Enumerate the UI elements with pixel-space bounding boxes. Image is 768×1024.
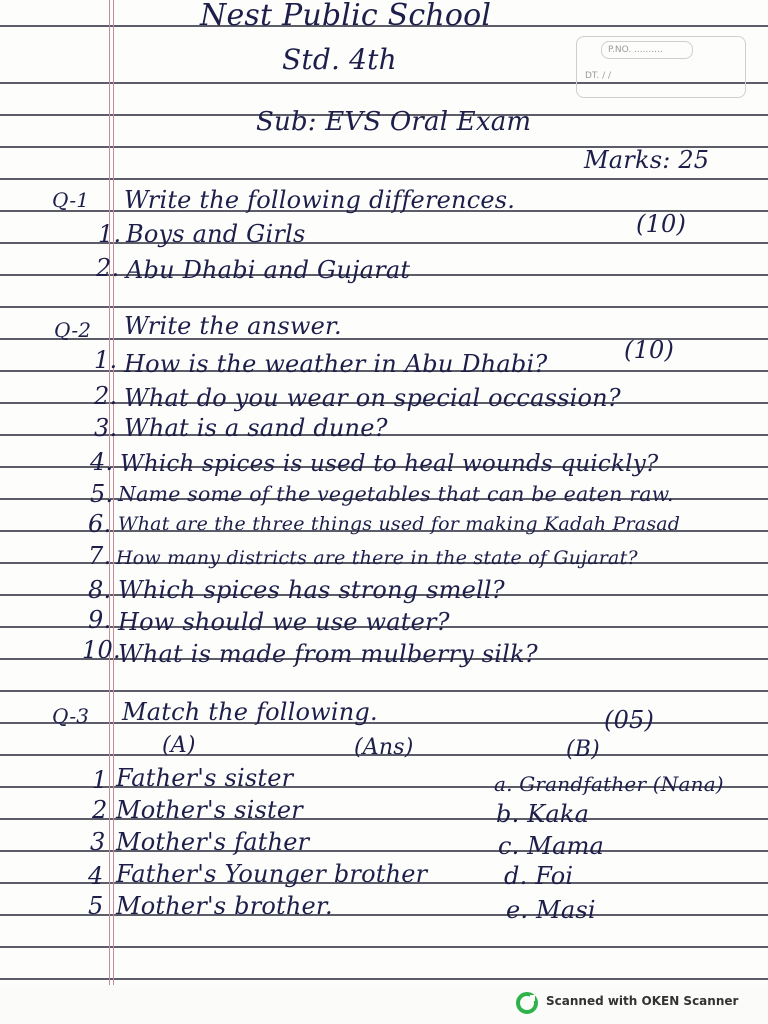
- question-1-marks: (10): [636, 210, 687, 238]
- page-number-stamp: [576, 36, 746, 98]
- q2-item-number: 6.: [88, 510, 112, 538]
- q2-item-number: 9.: [88, 606, 112, 634]
- q1-item-number: 2.: [96, 254, 120, 282]
- question-2-label: Q-2: [54, 318, 92, 342]
- match-row-number: 4: [88, 862, 104, 890]
- oken-scanner-logo-icon: [516, 992, 538, 1014]
- q2-item: What are the three things used for making Kadah Prasad: [118, 513, 681, 535]
- question-3-text: Match the following.: [122, 698, 378, 726]
- match-row-number: 5: [88, 892, 104, 920]
- q2-item: How is the weather in Abu Dhabi?: [124, 350, 548, 378]
- subject-title: Sub: EVS Oral Exam: [256, 107, 532, 137]
- q1-item: Abu Dhabi and Gujarat: [126, 256, 411, 284]
- total-marks: Marks: 25: [584, 146, 710, 174]
- column-b-header: (B): [566, 737, 600, 762]
- match-row-a: Mother's brother.: [116, 892, 333, 920]
- question-3-marks: (05): [604, 706, 655, 734]
- answer-column-header: (Ans): [354, 735, 414, 760]
- q2-item: What is a sand dune?: [124, 414, 388, 442]
- q2-item: Which spices is used to heal wounds quickly?: [120, 451, 659, 477]
- question-1-label: Q-1: [52, 188, 90, 212]
- q2-item-number: 4.: [90, 448, 114, 476]
- q1-item: Boys and Girls: [126, 220, 306, 248]
- q2-item-number: 7.: [88, 542, 112, 570]
- question-2-marks: (10): [624, 336, 675, 364]
- q2-item-number: 8.: [88, 576, 112, 604]
- school-name: Nest Public School: [200, 0, 492, 33]
- q2-item-number: 3.: [94, 414, 118, 442]
- q2-item-number: 5.: [90, 480, 114, 508]
- question-2-text: Write the answer.: [124, 312, 342, 340]
- match-row-b: b. Kaka: [496, 800, 590, 828]
- page-number-field: P.NO. ..........: [601, 41, 693, 59]
- q2-item: Name some of the vegetables that can be eaten raw.: [118, 482, 674, 506]
- q2-item: Which spices has strong smell?: [118, 576, 505, 604]
- match-row-number: 1: [92, 766, 108, 794]
- match-row-number: 2: [92, 796, 108, 824]
- q2-item: How should we use water?: [118, 608, 450, 636]
- match-row-b: e. Masi: [506, 896, 596, 924]
- scanner-watermark-text: Scanned with OKEN Scanner: [546, 994, 739, 1008]
- standard: Std. 4th: [282, 43, 397, 76]
- q2-item: What is made from mulberry silk?: [118, 640, 538, 668]
- q2-item: How many districts are there in the state of Gujarat?: [116, 547, 638, 569]
- column-a-header: (A): [162, 733, 196, 758]
- date-field: DT. / /: [585, 71, 612, 81]
- q2-item-number: 10.: [82, 636, 121, 664]
- match-row-a: Father's sister: [116, 764, 294, 792]
- q2-item-number: 1.: [94, 346, 118, 374]
- match-row-a: Mother's sister: [116, 796, 303, 824]
- question-1-text: Write the following differences.: [124, 186, 516, 214]
- match-row-a: Mother's father: [116, 828, 310, 856]
- match-row-number: 3: [90, 828, 106, 856]
- match-row-a: Father's Younger brother: [116, 860, 428, 888]
- q1-item-number: 1.: [98, 220, 122, 248]
- match-row-b: a. Grandfather (Nana): [494, 772, 724, 796]
- scanner-footer: [0, 985, 768, 1024]
- q2-item: What do you wear on special occassion?: [124, 384, 621, 412]
- q2-item-number: 2.: [94, 382, 118, 410]
- question-3-label: Q-3: [52, 704, 90, 728]
- match-row-b: d. Foi: [504, 862, 574, 890]
- match-row-b: c. Mama: [498, 832, 605, 860]
